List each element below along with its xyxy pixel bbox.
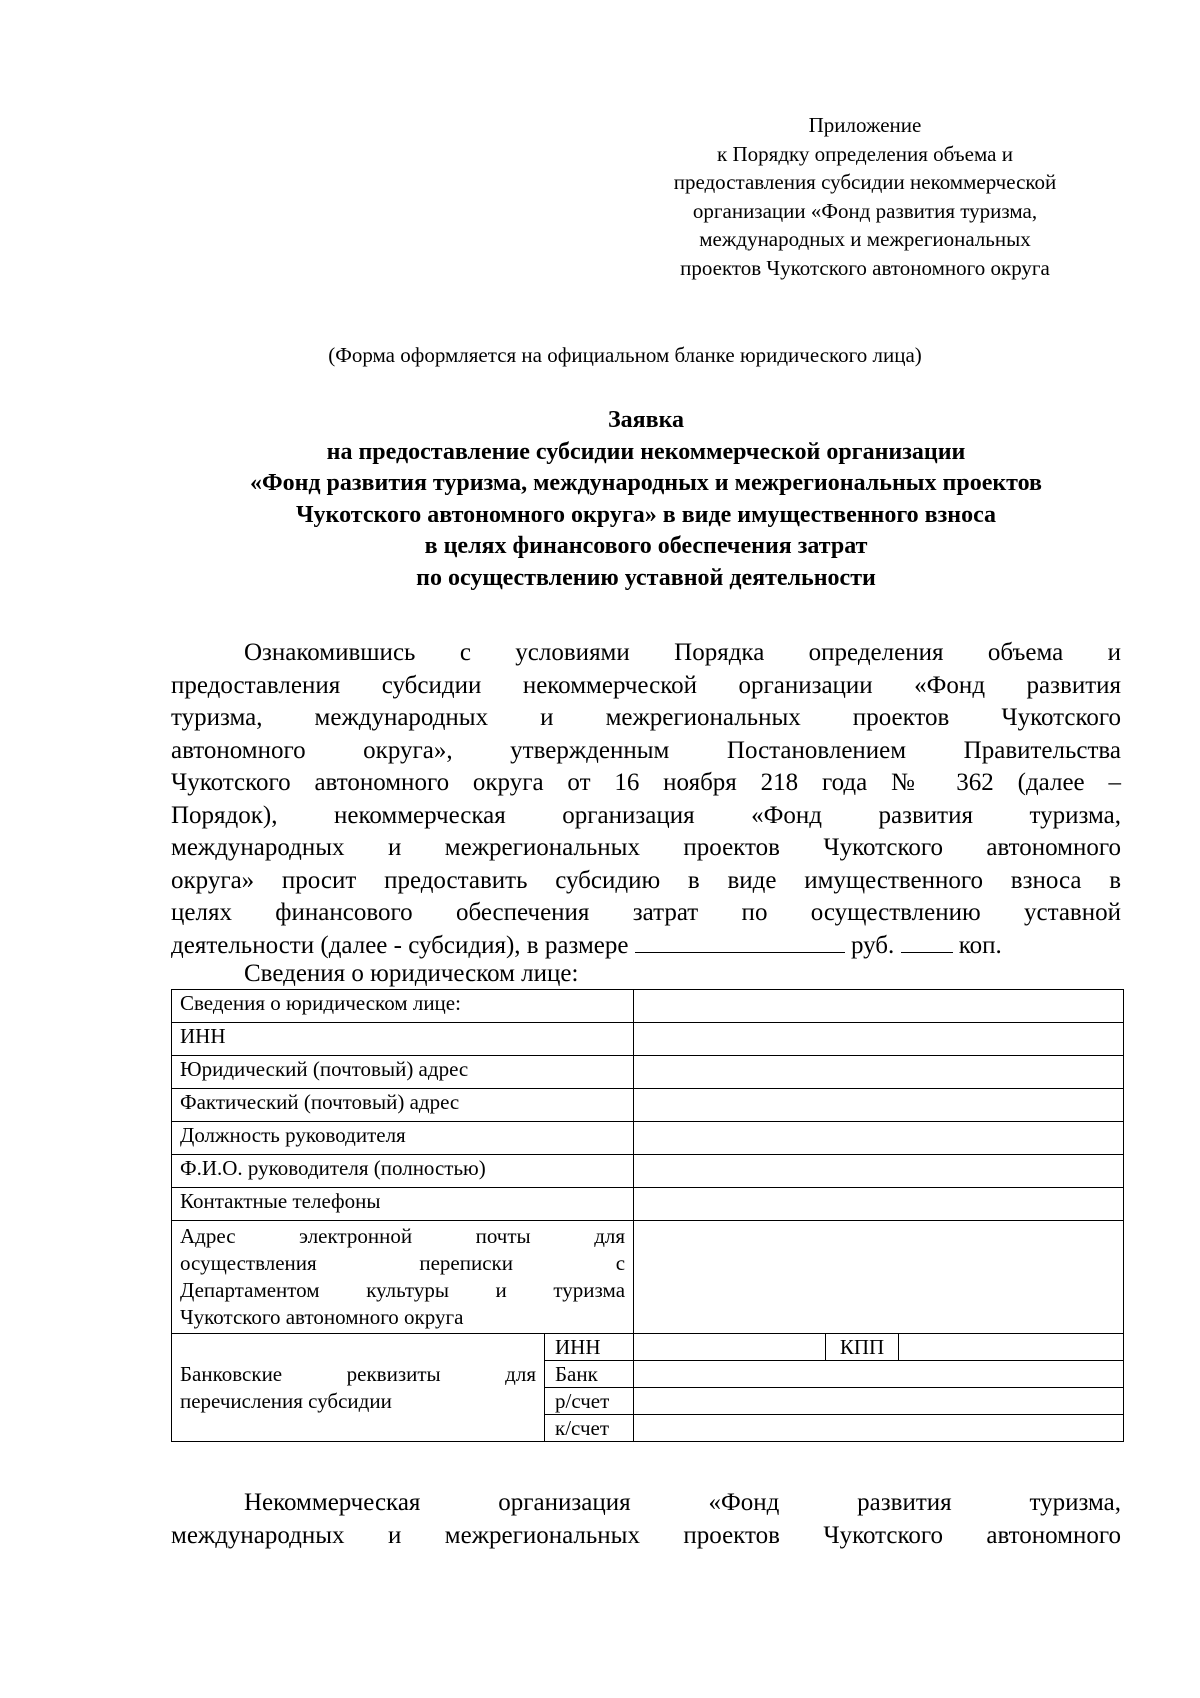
appendix-line: проектов Чукотского автономного округа xyxy=(680,255,1050,280)
row-label: Фактический (почтовый) адрес xyxy=(172,1089,634,1122)
row-label: Сведения о юридическом лице: xyxy=(172,990,634,1023)
row-value-field[interactable] xyxy=(634,1188,1124,1221)
title-line: Чукотского автономного округа» в виде имущественного взноса xyxy=(295,501,997,528)
body-line: Порядок), некоммерческая организация «Фонд развития туризма, xyxy=(171,801,1121,829)
bank-rs-field[interactable] xyxy=(634,1388,1124,1415)
table-row xyxy=(172,1122,1124,1155)
bank-rs-label: р/счет xyxy=(545,1388,634,1415)
row-label: ИНН xyxy=(172,1023,634,1056)
title-line: Заявка xyxy=(607,407,685,433)
email-label-line: осуществления переписки с xyxy=(180,1251,626,1275)
email-label-line: Чукотского автономного округа xyxy=(180,1305,464,1329)
bank-row-inn xyxy=(172,1334,1124,1361)
row-label: Юридический (почтовый) адрес xyxy=(172,1056,634,1089)
row-value-field[interactable] xyxy=(634,990,1124,1023)
email-value-field[interactable] xyxy=(634,1221,1124,1334)
bank-kpp-field[interactable] xyxy=(899,1334,1124,1361)
body-line: целях финансового обеспечения затрат по осуществлению уставной xyxy=(171,899,1121,926)
appendix-line: международных и межрегиональных xyxy=(699,227,1031,251)
table-row-email xyxy=(172,1221,1124,1334)
row-label: Контактные телефоны xyxy=(172,1188,634,1221)
row-label: Ф.И.О. руководителя (полностью) xyxy=(172,1155,634,1188)
bank-inn-label: ИНН xyxy=(545,1334,634,1361)
row-value-field[interactable] xyxy=(634,1155,1124,1188)
body-line: автономного округа», утвержденным Постановлением Правительства xyxy=(171,736,1121,764)
bank-details-label xyxy=(172,1334,545,1442)
table-row xyxy=(172,1089,1124,1122)
body-line: предоставления субсидии некоммерческой организации «Фонд развития xyxy=(171,671,1121,699)
body-line: Ознакомившись с условиями Порядка определения объема и xyxy=(244,639,1121,666)
row-value-field[interactable] xyxy=(634,1122,1124,1155)
form-note: (Форма оформляется на официальном бланке юридического лица) xyxy=(328,343,922,367)
legal-entity-table xyxy=(171,989,1124,1442)
body-paragraph xyxy=(171,637,1121,962)
table-row xyxy=(172,1188,1124,1221)
email-label-line: Департаментом культуры и туризма xyxy=(180,1278,626,1302)
body-line: округа» просит предоставить субсидию в виде имущественного взноса в xyxy=(171,866,1121,894)
bank-label-line: перечисления субсидии xyxy=(180,1388,392,1413)
bank-inn-field[interactable] xyxy=(634,1334,826,1361)
appendix-line: предоставления субсидии некоммерческой xyxy=(673,170,1057,194)
bank-name-field[interactable] xyxy=(634,1361,1124,1388)
body-line-amount xyxy=(171,930,1121,963)
amount-rub-field[interactable] xyxy=(635,930,845,953)
body-line: Чукотского автономного округа от 16 ноября 218 года № 362 (далее – xyxy=(171,769,1121,796)
row-value-field[interactable] xyxy=(634,1023,1124,1056)
title-line: по осуществлению уставной деятельности xyxy=(416,564,876,591)
document-title xyxy=(171,405,1121,594)
closing-line: международных и межрегиональных проектов Чукотского автономного xyxy=(171,1521,1121,1549)
closing-line: Некоммерческая организация «Фонд развития туризма, xyxy=(244,1489,1121,1516)
table-row xyxy=(172,990,1124,1023)
body-line: международных и межрегиональных проектов Чукотского автономного xyxy=(171,834,1121,861)
appendix-line: Приложение xyxy=(808,113,922,137)
body-line: туризма, международных и межрегиональных проектов Чукотского xyxy=(171,704,1121,731)
section-heading: Сведения о юридическом лице: xyxy=(244,960,579,987)
bank-ks-field[interactable] xyxy=(634,1415,1124,1442)
kop-label: коп. xyxy=(958,931,1002,959)
appendix-line: организации «Фонд развития туризма, xyxy=(692,198,1038,223)
appendix-header xyxy=(650,111,1080,282)
amount-kop-field[interactable] xyxy=(901,930,953,953)
bank-name-label: Банк xyxy=(545,1361,634,1388)
amount-prefix: деятельности (далее - субсидия), в размере xyxy=(171,931,629,959)
row-label: Должность руководителя xyxy=(172,1122,634,1155)
table-row xyxy=(172,1056,1124,1089)
table-row xyxy=(172,1023,1124,1056)
title-line: «Фонд развития туризма, международных и межрегиональных проектов xyxy=(249,470,1043,496)
email-row-label xyxy=(172,1221,634,1334)
bank-kpp-label: КПП xyxy=(826,1334,899,1361)
rub-label: руб. xyxy=(850,931,895,959)
table-row xyxy=(172,1155,1124,1188)
bank-label-line: Банковские реквизиты для xyxy=(180,1361,536,1386)
row-value-field[interactable] xyxy=(634,1056,1124,1089)
title-line: в целях финансового обеспечения затрат xyxy=(424,533,868,559)
title-line: на предоставление субсидии некоммерческой организации xyxy=(326,438,966,465)
appendix-line: к Порядку определения объема и xyxy=(717,141,1013,166)
bank-ks-label: к/счет xyxy=(545,1415,634,1442)
email-label-line: Адрес электронной почты для xyxy=(180,1224,626,1248)
row-value-field[interactable] xyxy=(634,1089,1124,1122)
closing-paragraph xyxy=(171,1487,1121,1552)
